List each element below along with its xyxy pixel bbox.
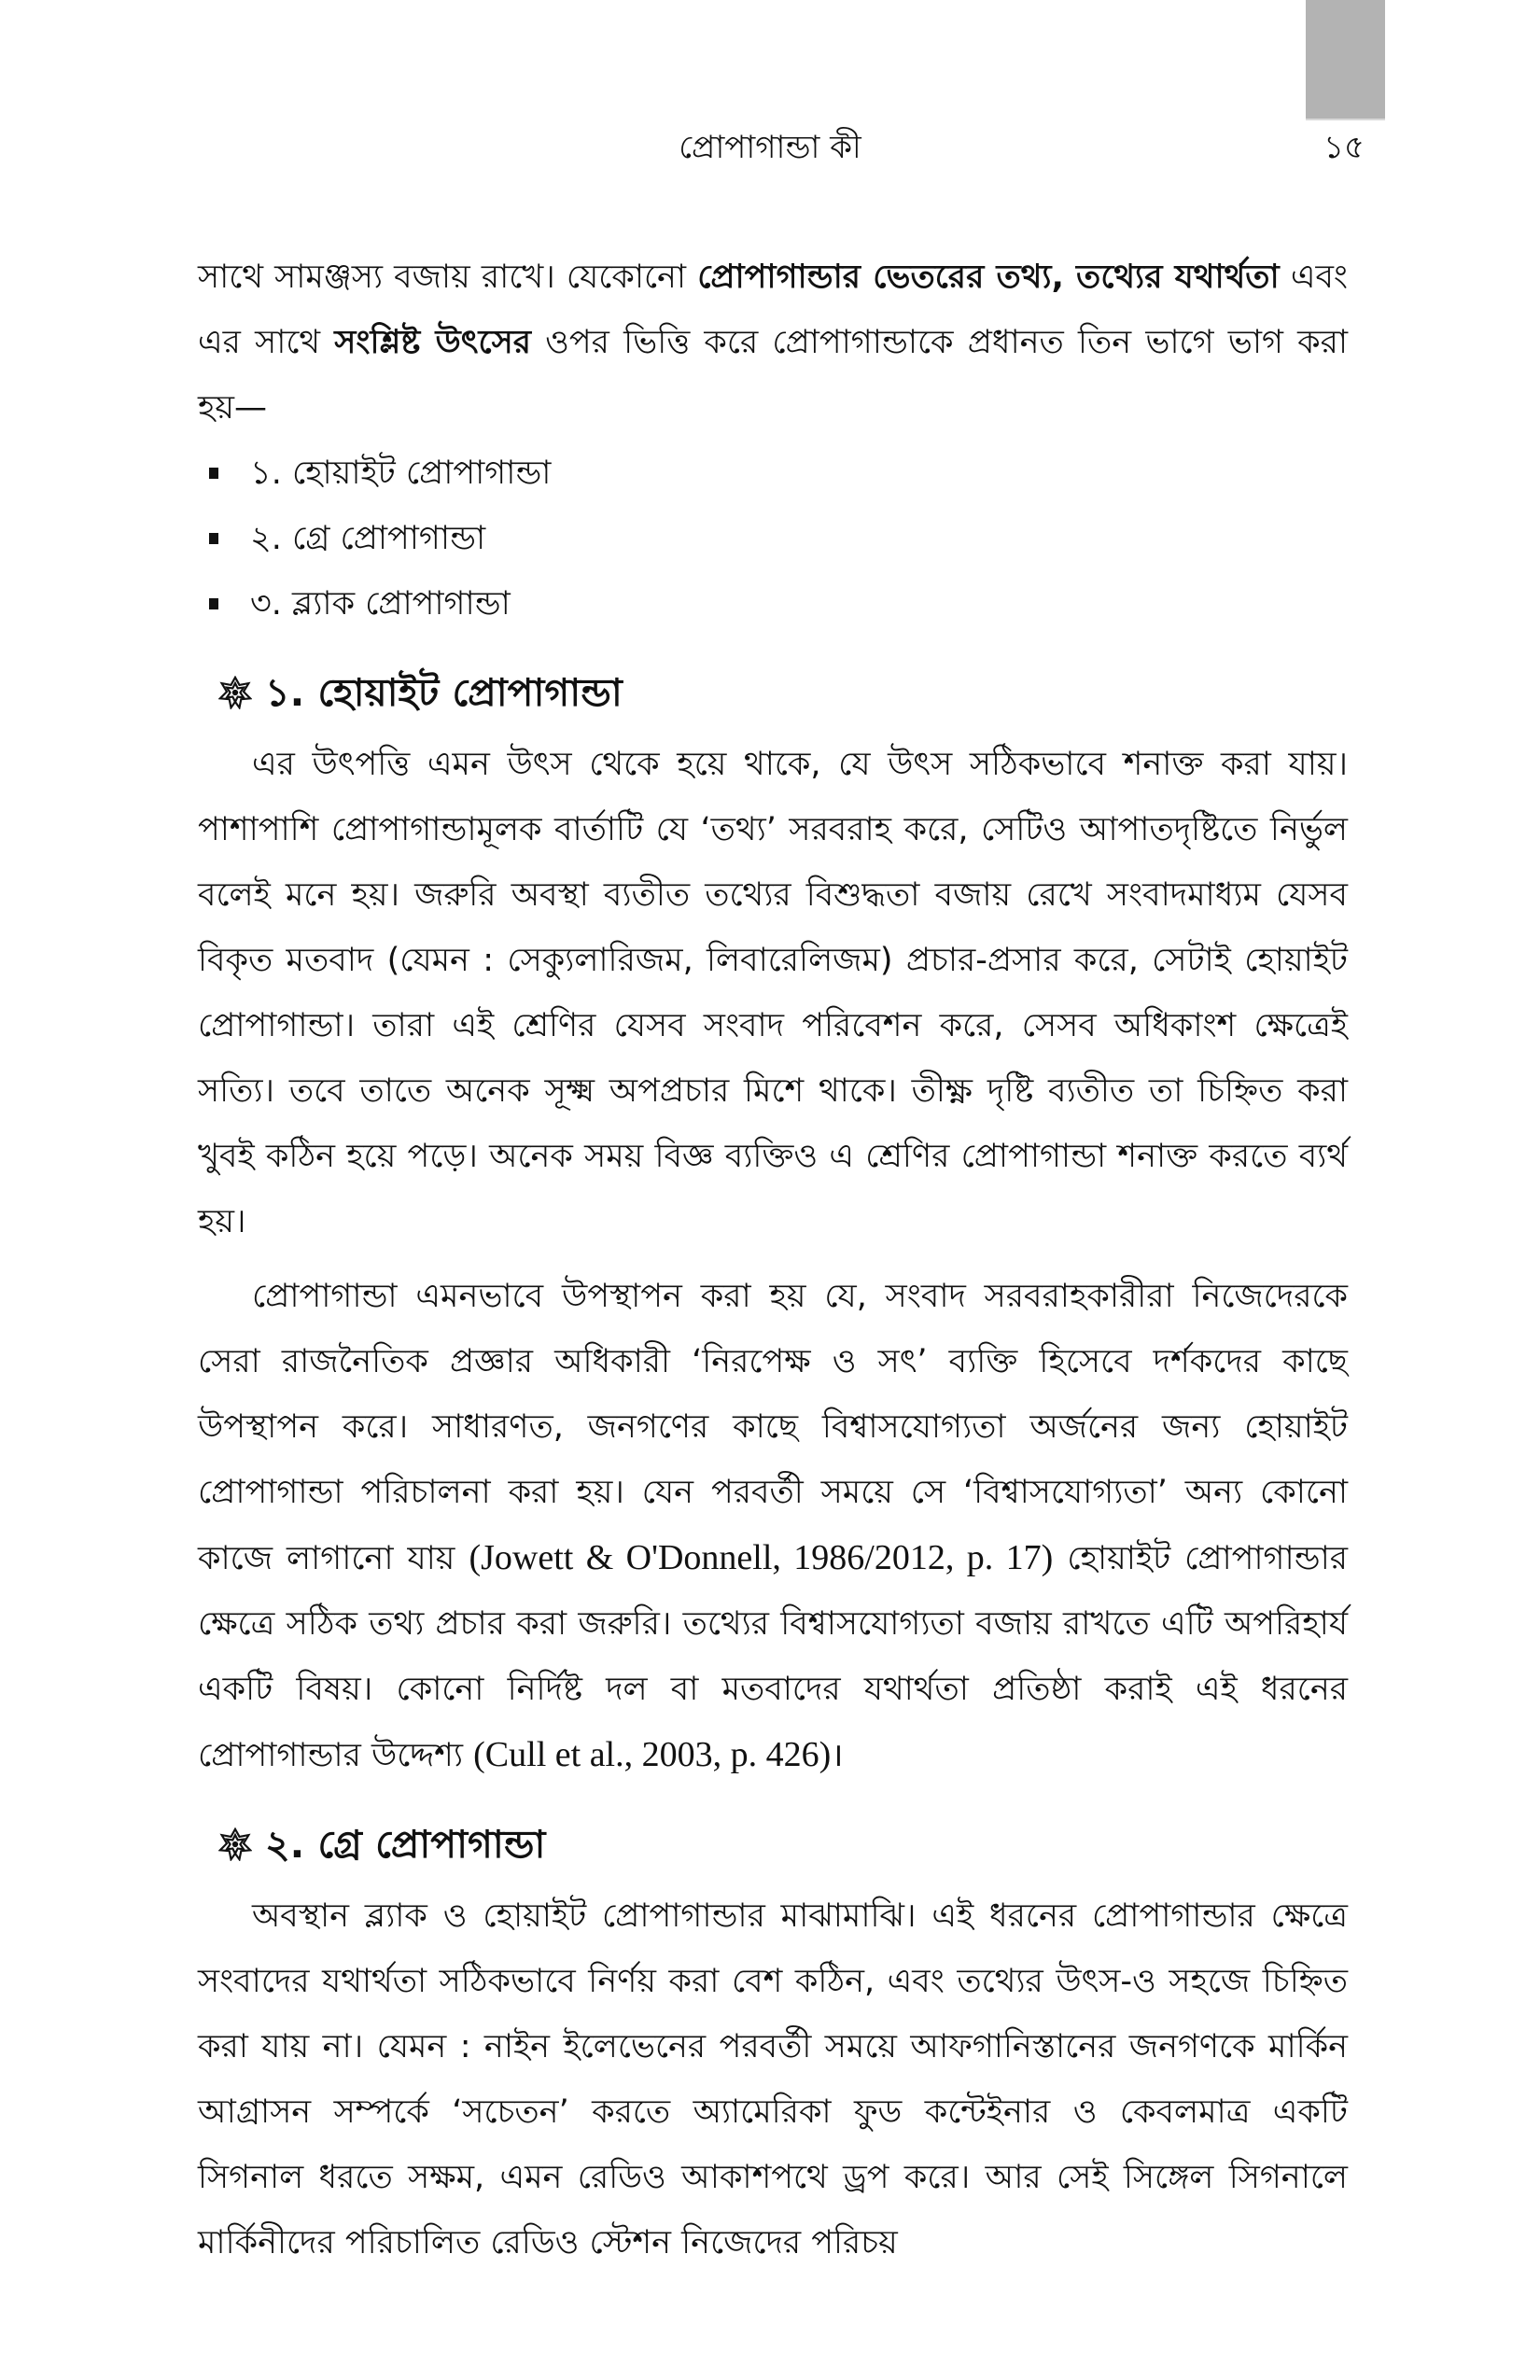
intro-emphasis: প্রোপাগান্ডার ভেতরের তথ্য, তথ্যের যথার্থতা — [697, 259, 1280, 296]
section-heading-grey-propaganda — [198, 1805, 1348, 1883]
citation: (Jowett & O'Donnell, 1986/2012, p. 17) — [469, 1538, 1054, 1577]
list-item-label: ২. গ্রে প্রোপাগান্ডা — [250, 520, 486, 557]
square-bullet-icon — [209, 533, 218, 544]
intro-text: এবং এর সাথে — [198, 259, 1348, 361]
list-item-label: ৩. ব্ল্যাক প্রোপাগান্ডা — [250, 585, 511, 623]
section-heading-text: ১. হোয়াইট প্রোপাগান্ডা — [265, 670, 623, 715]
page-body — [198, 245, 1348, 2275]
body-paragraph — [198, 1883, 1348, 2275]
list-item — [198, 571, 1348, 637]
citation: (Cull et al., 2003, p. 426) — [473, 1735, 832, 1774]
page-number: ১৫ — [1323, 129, 1365, 166]
paragraph-text: । — [831, 1737, 844, 1774]
body-paragraph — [198, 732, 1348, 1254]
paragraph-text: হোয়াইট প্রোপাগান্ডার ক্ষেত্রে সঠিক তথ্য প্রচার করা জরুরি। তথ্যের বিশ্বাসযোগ্যতা বজায় রাখতে এটি অপরিহার্য একটি বিষয়। কোনো নির্দিষ্ট দল বা মতবাদের যথার্থতা প্রতিষ্ঠা করাই এই ধরনের প্রোপাগান্ডার উদ্দেশ্য — [198, 1540, 1348, 1774]
running-title: প্রোপাগান্ডা কী — [679, 129, 861, 166]
ornament-star-icon — [218, 1827, 252, 1861]
intro-paragraph — [198, 245, 1348, 441]
intro-emphasis: সংশ্লিষ্ট উৎসের — [334, 324, 531, 361]
paragraph-text: প্রোপাগান্ডা এমনভাবে উপস্থাপন করা হয় যে, সংবাদ সরবরাহকারীরা নিজেদেরকে সেরা রাজনৈতিক প্রজ্ঞার অধিকারী ‘নিরপেক্ষ ও সৎ’ ব্যক্তি হিসেবে দর্শকদের কাছে উপস্থাপন করে। সাধারণত, জনগণের কাছে বিশ্বাসযোগ্যতা অর্জনের জন্য হোয়াইট প্রোপাগান্ডা পরিচালনা করা হয়। যেন পরবর্তী সময়ে সে ‘বিশ্বাসযোগ্যতা’ অন্য কোনো কাজে লাগানো যায় — [198, 1278, 1348, 1577]
square-bullet-icon — [209, 468, 218, 479]
list-item — [198, 441, 1348, 506]
square-bullet-icon — [209, 598, 218, 609]
propaganda-types-list — [198, 441, 1348, 637]
intro-text: সাথে সামঞ্জস্য বজায় রাখে। যেকোনো — [198, 259, 698, 296]
chapter-thumb-tab — [1306, 0, 1385, 120]
body-paragraph — [198, 1264, 1348, 1788]
section-heading-text: ২. গ্রে প্রোপাগান্ডা — [265, 1822, 546, 1867]
running-header — [0, 123, 1540, 179]
list-item — [198, 506, 1348, 571]
list-item-label: ১. হোয়াইট প্রোপাগান্ডা — [250, 455, 552, 492]
ornament-star-icon — [218, 676, 252, 709]
paragraph-text: অবস্থান ব্ল্যাক ও হোয়াইট প্রোপাগান্ডার মাঝামাঝি। এই ধরনের প্রোপাগান্ডার ক্ষেত্রে সংবাদের যথার্থতা সঠিকভাবে নির্ণয় করা বেশ কঠিন, এবং তথ্যের উৎস-ও সহজে চিহ্নিত করা যায় না। যেমন : নাইন ইলেভেনের পরবর্তী সময়ে আফগানিস্তানের জনগণকে মার্কিন আগ্রাসন সম্পর্কে ‘সচেতন’ করতে অ্যামেরিকা ফুড কন্টেইনার ও কেবলমাত্র একটি সিগনাল ধরতে সক্ষম, এমন রেডিও আকাশপথে ড্রপ করে। আর সেই সিঙ্গেল সিগনালে মার্কিনীদের পরিচালিত রেডিও স্টেশন নিজেদের পরিচয় — [198, 1897, 1348, 2261]
paragraph-text: এর উৎপত্তি এমন উৎস থেকে হয়ে থাকে, যে উৎস সঠিকভাবে শনাক্ত করা যায়। পাশাপাশি প্রোপাগান্ডামূলক বার্তাটি যে ‘তথ্য’ সরবরাহ করে, সেটিও আপাতদৃষ্টিতে নির্ভুল বলেই মনে হয়। জরুরি অবস্থা ব্যতীত তথ্যের বিশুদ্ধতা বজায় রেখে সংবাদমাধ্যম যেসব বিকৃত মতবাদ (যেমন : সেক্যুলারিজম, লিবারেলিজম) প্রচার-প্রসার করে, সেটাই হোয়াইট প্রোপাগান্ডা। তারা এই শ্রেণির যেসব সংবাদ পরিবেশন করে, সেসব অধিকাংশ ক্ষেত্রেই সত্যি। তবে তাতে অনেক সূক্ষ্ম অপপ্রচার মিশে থাকে। তীক্ষ্ণ দৃষ্টি ব্যতীত তা চিহ্নিত করা খুবই কঠিন হয়ে পড়ে। অনেক সময় বিজ্ঞ ব্যক্তিও এ শ্রেণির প্রোপাগান্ডা শনাক্ত করতে ব্যর্থ হয়। — [198, 746, 1348, 1240]
section-heading-white-propaganda — [198, 653, 1348, 732]
intro-text: ওপর ভিত্তি করে প্রোপাগান্ডাকে প্রধানত তিন ভাগে ভাগ করা হয়— — [198, 324, 1348, 427]
